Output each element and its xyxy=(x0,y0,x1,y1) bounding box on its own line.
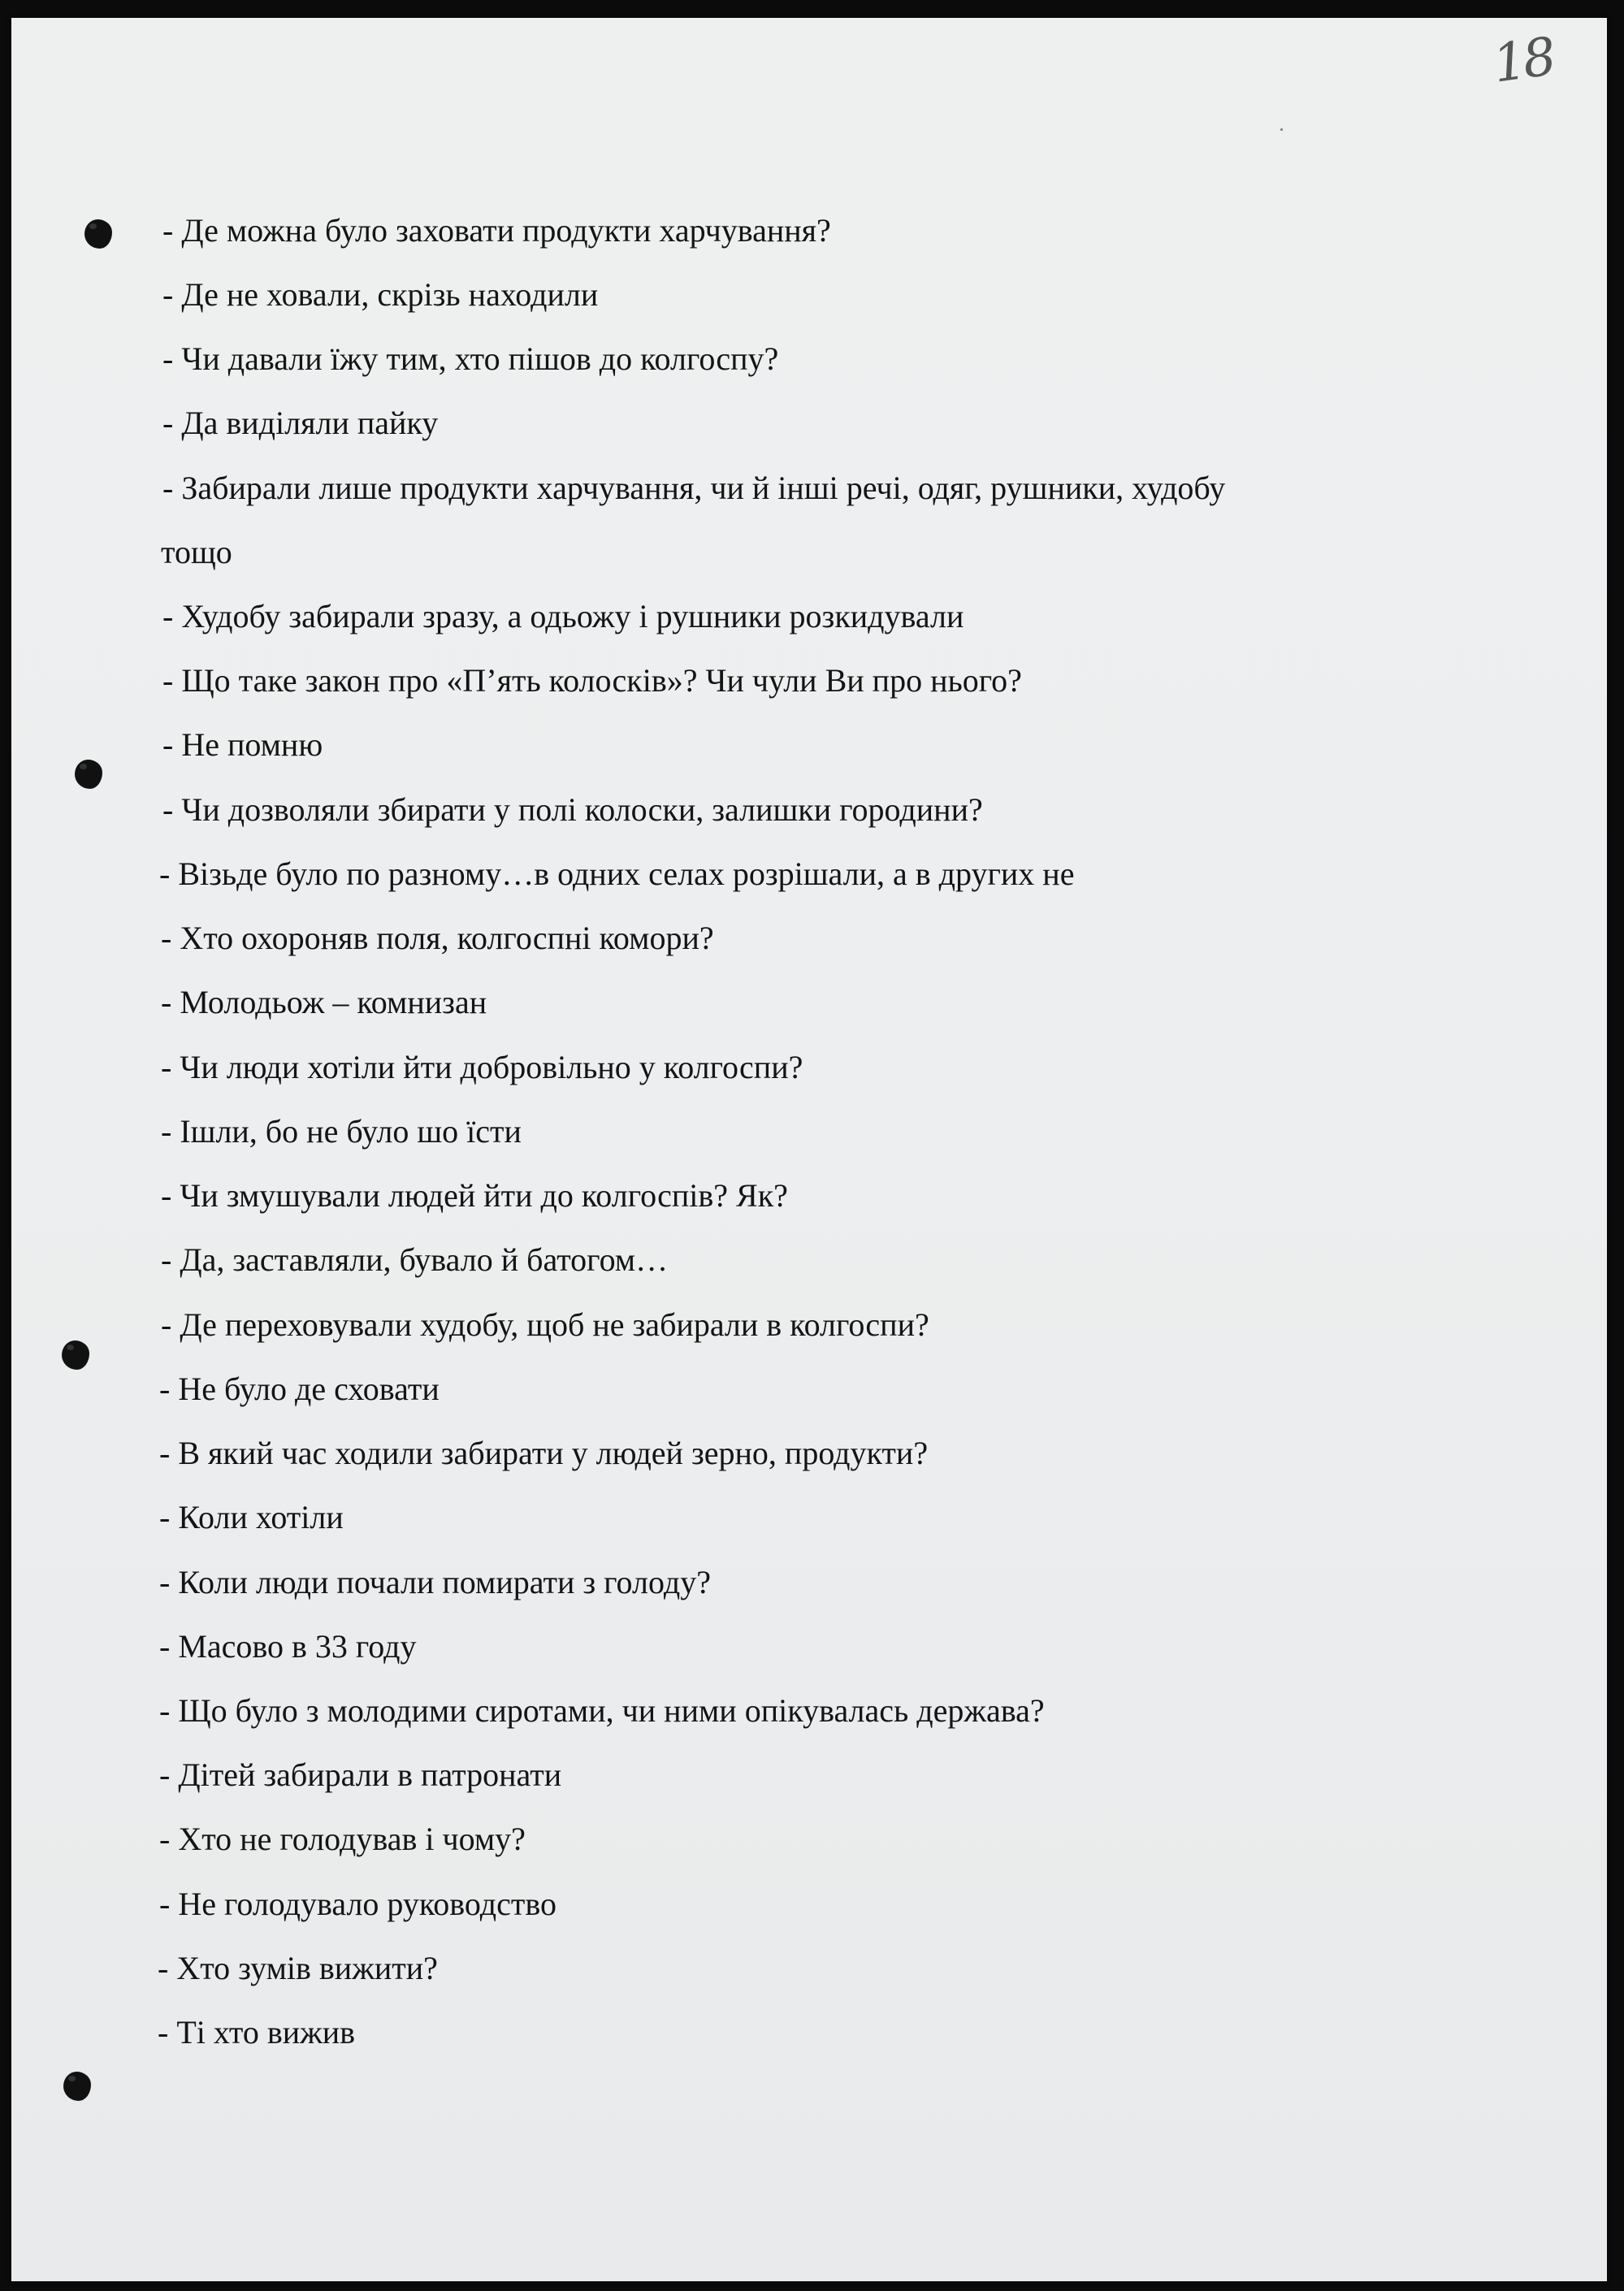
transcript-line: - Коли люди почали помирати з голоду? xyxy=(159,1564,711,1600)
transcript-line: - Чи дозволяли збирати у полі колоски, залишки городини? xyxy=(162,791,983,828)
transcript-line: - Чи люди хотіли йти добровільно у колгоспи? xyxy=(161,1049,803,1085)
transcript-line: - Хто охороняв поля, колгоспні комори? xyxy=(161,920,714,956)
transcript-line: - Молодьож – комнизан xyxy=(161,984,487,1020)
transcript-line: - Візьде було по разному…в одних селах розрішали, а в других не xyxy=(159,855,1075,892)
transcript-line: - Не помню xyxy=(162,726,323,763)
transcript-line: - Не голодувало руководство xyxy=(159,1886,556,1922)
transcript-line: - Не було де сховати xyxy=(159,1371,440,1407)
transcript-line: - В який час ходили забирати у людей зерно, продукти? xyxy=(159,1435,929,1471)
transcript-line: - Да, заставляли, бувало й батогом… xyxy=(161,1241,669,1278)
transcript-line: - Хто не голодував і чому? xyxy=(159,1821,526,1857)
transcript-line: - Чи змушували людей йти до колгоспів? Як? xyxy=(161,1177,788,1214)
transcript-line: - Забирали лише продукти харчування, чи й інші речі, одяг, рушники, худобу xyxy=(162,470,1226,506)
transcript-line: - Де можна було заховати продукти харчування? xyxy=(162,212,831,249)
transcript-line: - Що було з молодими сиротами, чи ними опікувалась держава? xyxy=(159,1692,1045,1729)
transcript-line: - Ті хто вижив xyxy=(158,2014,356,2051)
transcript-line: - Да виділяли пайку xyxy=(162,405,439,441)
transcript-line: - Хто зумів вижити? xyxy=(158,1950,438,1986)
handwritten-page-number: 18 xyxy=(1489,27,1557,95)
transcript-line: - Де переховували худобу, щоб не забирали в колгоспи? xyxy=(161,1306,929,1343)
transcript-line: - Чи давали їжу тим, хто пішов до колгоспу? xyxy=(162,340,779,377)
transcript-line: - Ішли, бо не було шо їсти xyxy=(161,1113,522,1150)
transcript-line: - Дітей забирали в патронати xyxy=(159,1756,562,1793)
transcript-line: - Масово в 33 году xyxy=(159,1628,417,1665)
transcript-line: тощо xyxy=(161,534,232,570)
transcript-line: - Коли хотіли xyxy=(159,1499,344,1535)
transcript-line: - Де не ховали, скрізь находили xyxy=(162,276,599,313)
transcript-line: - Худобу забирали зразу, а одьожу і рушники розкидували xyxy=(162,598,964,634)
transcript-line: - Що таке закон про «П’ять колосків»? Чи чули Ви про нього? xyxy=(162,662,1022,699)
